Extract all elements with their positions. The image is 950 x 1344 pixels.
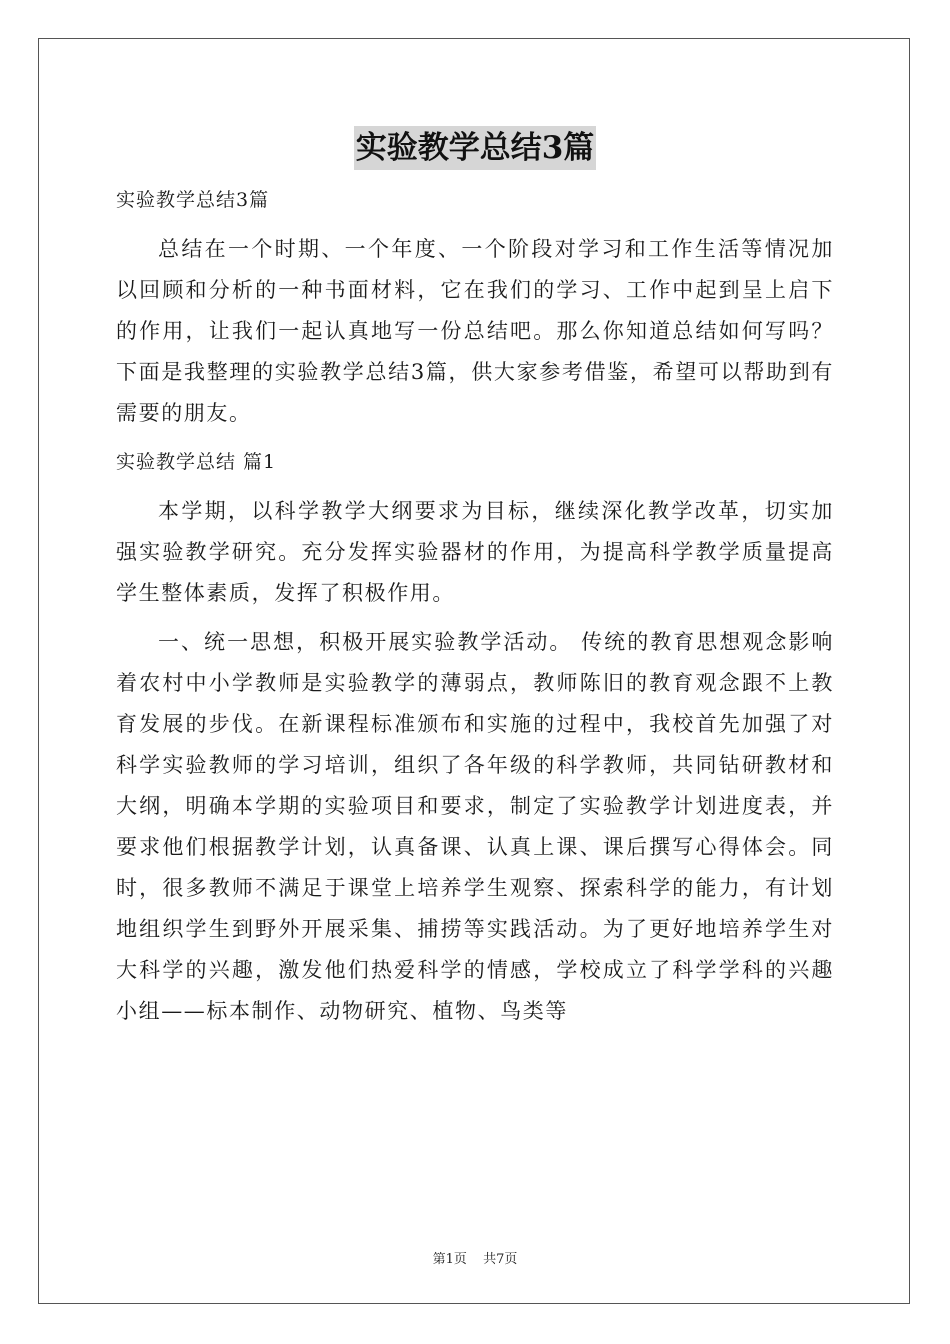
page-footer (0, 1248, 950, 1267)
document-title: 实验教学总结3篇 (354, 126, 597, 170)
page-total: 共7页 (483, 1252, 518, 1267)
document-subtitle: 实验教学总结3篇 (116, 189, 270, 211)
page-number: 第1页 (432, 1252, 467, 1267)
section-paragraph: 本学期，以科学教学大纲要求为目标，继续深化教学改革，切实加强实验教学研究。充分发挥实验器材的作用，为提高科学教学质量提高学生整体素质，发挥了积极作用。 (116, 499, 834, 605)
document-title-block (0, 126, 950, 170)
section-heading: 实验教学总结 篇1 (116, 451, 277, 473)
section-paragraph: 一、统一思想，积极开展实验教学活动。 传统的教育思想观念影响着农村中小学教师是实验教学的薄弱点，教师陈旧的教育观念跟不上教育发展的步伐。在新课程标准颁布和实施的过程中，我校首先加强了对科学实验教师的学习培训，组织了各年级的科学教师，共同钻研教材和大纲，明确本学期的实验项目和要求，制定了实验教学计划进度表，并要求他们根据教学计划，认真备课、认真上课、课后撰写心得体会。同时，很多教师不满足于课堂上培养学生观察、探索科学的能力，有计划地组织学生到野外开展采集、捕捞等实践活动。为了更好地培养学生对大科学的兴趣，激发他们热爱科学的情感，学校成立了科学学科的兴趣小组——标本制作、动物研究、植物、鸟类等 (116, 630, 834, 1023)
intro-paragraph: 总结在一个时期、一个年度、一个阶段对学习和工作生活等情况加以回顾和分析的一种书面材料，它在我们的学习、工作中起到呈上启下的作用，让我们一起认真地写一份总结吧。那么你知道总结如何写吗？下面是我整理的实验教学总结3篇，供大家参考借鉴，希望可以帮助到有需要的朋友。 (116, 237, 834, 425)
document-body (116, 180, 834, 1040)
